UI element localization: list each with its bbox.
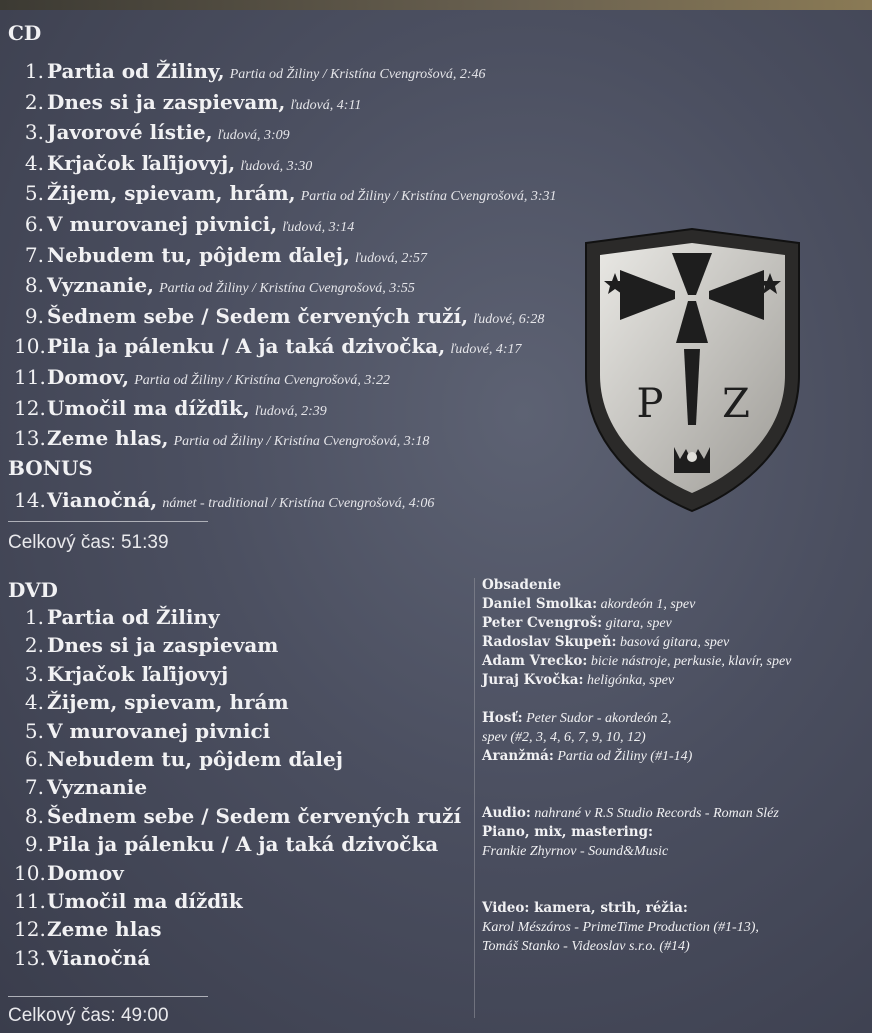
track-number: 3. — [24, 120, 44, 145]
track-item — [14, 485, 434, 516]
member-name: Radoslav Skupeň: — [482, 634, 617, 650]
track-number: 11. — [14, 364, 46, 389]
logo-letter-p: P — [636, 381, 664, 427]
track-item — [14, 887, 461, 915]
track-number: 12. — [14, 917, 46, 942]
track-title: Žijem, spievam, hrám — [47, 690, 289, 715]
track-number: 11. — [14, 888, 46, 913]
track-number: 9. — [24, 303, 44, 328]
member-role: bicie nástroje, perkusie, klavír, spev — [590, 654, 792, 669]
track-item — [14, 178, 557, 209]
track-title: Umočil ma dížďik — [47, 888, 243, 913]
arrangement-value: Partia od Žiliny (#1-14) — [557, 749, 693, 764]
track-credit: Partia od Žiliny / Kristína Cvengrošová, 3:22 — [134, 372, 390, 388]
track-title: Dnes si ja zaspievam — [47, 633, 279, 658]
track-number: 13. — [14, 426, 46, 451]
track-item — [14, 240, 557, 271]
track-item — [14, 209, 557, 240]
track-title: V murovanej pivnici, — [47, 211, 278, 236]
member-line — [482, 595, 870, 614]
track-title: Zeme hlas — [47, 917, 162, 942]
track-number: 7. — [24, 775, 44, 800]
track-item — [14, 270, 557, 301]
arrangement-line — [482, 747, 870, 766]
member-line — [482, 652, 870, 671]
track-title: Partia od Žiliny, — [47, 59, 225, 83]
track-item — [14, 56, 557, 87]
track-credit: ľudová, 3:14 — [282, 219, 355, 235]
track-title: Šednem sebe / Sedem červených ruží, — [47, 303, 469, 328]
track-title: Nebudem tu, pôjdem ďalej — [47, 746, 343, 771]
logo-letter-z: Z — [722, 381, 750, 427]
video-line-1: Karol Mészáros - PrimeTime Production (#1-13), — [482, 920, 759, 935]
video-line-2: Tomáš Stanko - Videoslav s.r.o. (#14) — [482, 939, 690, 954]
track-credit: ľudová, 2:39 — [254, 403, 327, 419]
track-item — [14, 603, 461, 631]
track-item — [14, 631, 461, 659]
track-number: 14. — [14, 488, 46, 512]
track-item — [14, 915, 461, 943]
dvd-heading: DVD — [8, 578, 58, 602]
track-credit: Partia od Žiliny / Kristína Cvengrošová, 3:31 — [300, 189, 557, 205]
track-title: Umočil ma dížďik, — [47, 395, 250, 420]
track-item — [14, 773, 461, 801]
cd-total-time: Celkový čas: 51:39 — [8, 532, 169, 553]
track-title: Krjačok ľaľijovyj — [47, 661, 229, 686]
track-number: 2. — [24, 633, 44, 658]
track-item — [14, 830, 461, 858]
credits-block — [482, 576, 870, 956]
guest-line — [482, 709, 870, 728]
dvd-total-time: Celkový čas: 49:00 — [8, 1005, 169, 1026]
track-title: Partia od Žiliny — [47, 605, 220, 629]
band-shield-logo — [580, 225, 805, 515]
track-item — [14, 717, 461, 745]
track-item — [14, 87, 557, 118]
track-title: Zeme hlas, — [47, 426, 169, 451]
track-item — [14, 393, 557, 424]
credits-heading: Obsadenie — [482, 577, 562, 593]
track-number: 6. — [24, 746, 44, 771]
track-credit: ľudové, 4:17 — [450, 342, 522, 358]
member-role: heligónka, spev — [587, 673, 675, 688]
track-title: Javorové lístie, — [47, 120, 213, 145]
bonus-tracklist — [14, 485, 434, 516]
track-number: 13. — [14, 945, 46, 970]
member-name: Juraj Kvočka: — [482, 672, 584, 688]
members-list — [482, 595, 870, 690]
bonus-heading: BONUS — [8, 456, 93, 480]
top-edge — [0, 0, 872, 10]
track-credit: námet - traditional / Kristína Cvengrošová, 4:06 — [162, 496, 435, 511]
member-role: akordeón 1, spev — [600, 597, 696, 612]
track-title: Pila ja pálenku / A ja taká dzivočka — [47, 832, 439, 857]
track-item — [14, 660, 461, 688]
track-credit: ľudová, 2:57 — [355, 250, 427, 266]
track-number: 5. — [24, 181, 44, 206]
track-item — [14, 423, 557, 454]
track-credit: ľudová, 4:11 — [290, 97, 362, 113]
track-credit: ľudové, 6:28 — [473, 311, 545, 327]
guest-label: Hosť: — [482, 710, 523, 726]
track-item — [14, 745, 461, 773]
track-title: Vyznanie — [47, 775, 148, 800]
member-name: Adam Vrecko: — [482, 653, 588, 669]
track-item — [14, 688, 461, 716]
track-number: 6. — [24, 211, 44, 236]
member-line — [482, 633, 870, 652]
track-item — [14, 117, 557, 148]
credits-divider — [474, 578, 475, 1018]
divider — [8, 521, 208, 522]
track-number: 3. — [24, 661, 44, 686]
track-credit: Partia od Žiliny / Kristína Cvengrošová, 2:46 — [229, 67, 486, 82]
track-number: 10. — [14, 860, 46, 885]
track-title: Vyznanie, — [47, 273, 155, 298]
audio-label: Audio: — [482, 805, 531, 821]
track-title: Krjačok ľaľijovyj, — [47, 150, 236, 175]
track-title: Domov — [47, 860, 124, 885]
track-number: 8. — [24, 273, 44, 298]
track-number: 2. — [24, 89, 44, 114]
member-line — [482, 671, 870, 690]
track-credit: ľudová, 3:09 — [217, 128, 290, 144]
track-number: 5. — [24, 718, 44, 743]
track-item — [14, 802, 461, 830]
track-item — [14, 944, 461, 972]
track-credit: Partia od Žiliny / Kristína Cvengrošová, 3:55 — [159, 281, 415, 297]
audio-line — [482, 804, 870, 823]
track-item — [14, 859, 461, 887]
audio-value: nahrané v R.S Studio Records - Roman Sléz — [534, 806, 779, 821]
track-number: 12. — [14, 395, 46, 420]
track-number: 8. — [24, 803, 44, 828]
track-title: V murovanej pivnici — [47, 718, 271, 743]
track-number: 1. — [24, 605, 44, 629]
mix-value: Frankie Zhyrnov - Sound&Music — [482, 844, 669, 859]
track-title: Vianočná, — [47, 488, 158, 512]
guest-line-2: spev (#2, 3, 4, 6, 7, 9, 10, 12) — [482, 730, 646, 745]
video-label: Video: kamera, strih, réžia: — [482, 900, 688, 916]
track-item — [14, 362, 557, 393]
mix-label: Piano, mix, mastering: — [482, 824, 654, 840]
track-credit: ľudová, 3:30 — [240, 158, 313, 174]
member-name: Daniel Smolka: — [482, 596, 598, 612]
cd-tracklist — [14, 56, 557, 454]
track-number: 1. — [24, 59, 44, 83]
member-line — [482, 614, 870, 633]
track-item — [14, 301, 557, 332]
track-item — [14, 331, 557, 362]
divider — [8, 996, 208, 997]
track-title: Vianočná — [47, 945, 151, 970]
arrangement-label: Aranžmá: — [482, 748, 554, 764]
track-title: Šednem sebe / Sedem červených ruží — [47, 803, 462, 828]
guest-value: Peter Sudor - akordeón 2, — [526, 711, 672, 726]
track-number: 4. — [24, 690, 44, 715]
track-title: Domov, — [47, 364, 130, 389]
member-role: gitara, spev — [605, 616, 672, 631]
track-number: 9. — [24, 832, 44, 857]
track-item — [14, 148, 557, 179]
dvd-tracklist — [14, 603, 461, 972]
member-role: basová gitara, spev — [620, 635, 730, 650]
track-number: 10. — [14, 334, 46, 359]
track-number: 7. — [24, 242, 44, 267]
track-title: Pila ja pálenku / A ja taká dzivočka, — [47, 334, 446, 359]
track-title: Nebudem tu, pôjdem ďalej, — [47, 242, 350, 267]
track-credit: Partia od Žiliny / Kristína Cvengrošová, 3:18 — [173, 434, 430, 450]
track-title: Dnes si ja zaspievam, — [47, 89, 286, 114]
cd-heading: CD — [8, 21, 42, 45]
member-name: Peter Cvengroš: — [482, 615, 603, 631]
track-number: 4. — [24, 150, 44, 175]
track-title: Žijem, spievam, hrám, — [47, 181, 296, 206]
